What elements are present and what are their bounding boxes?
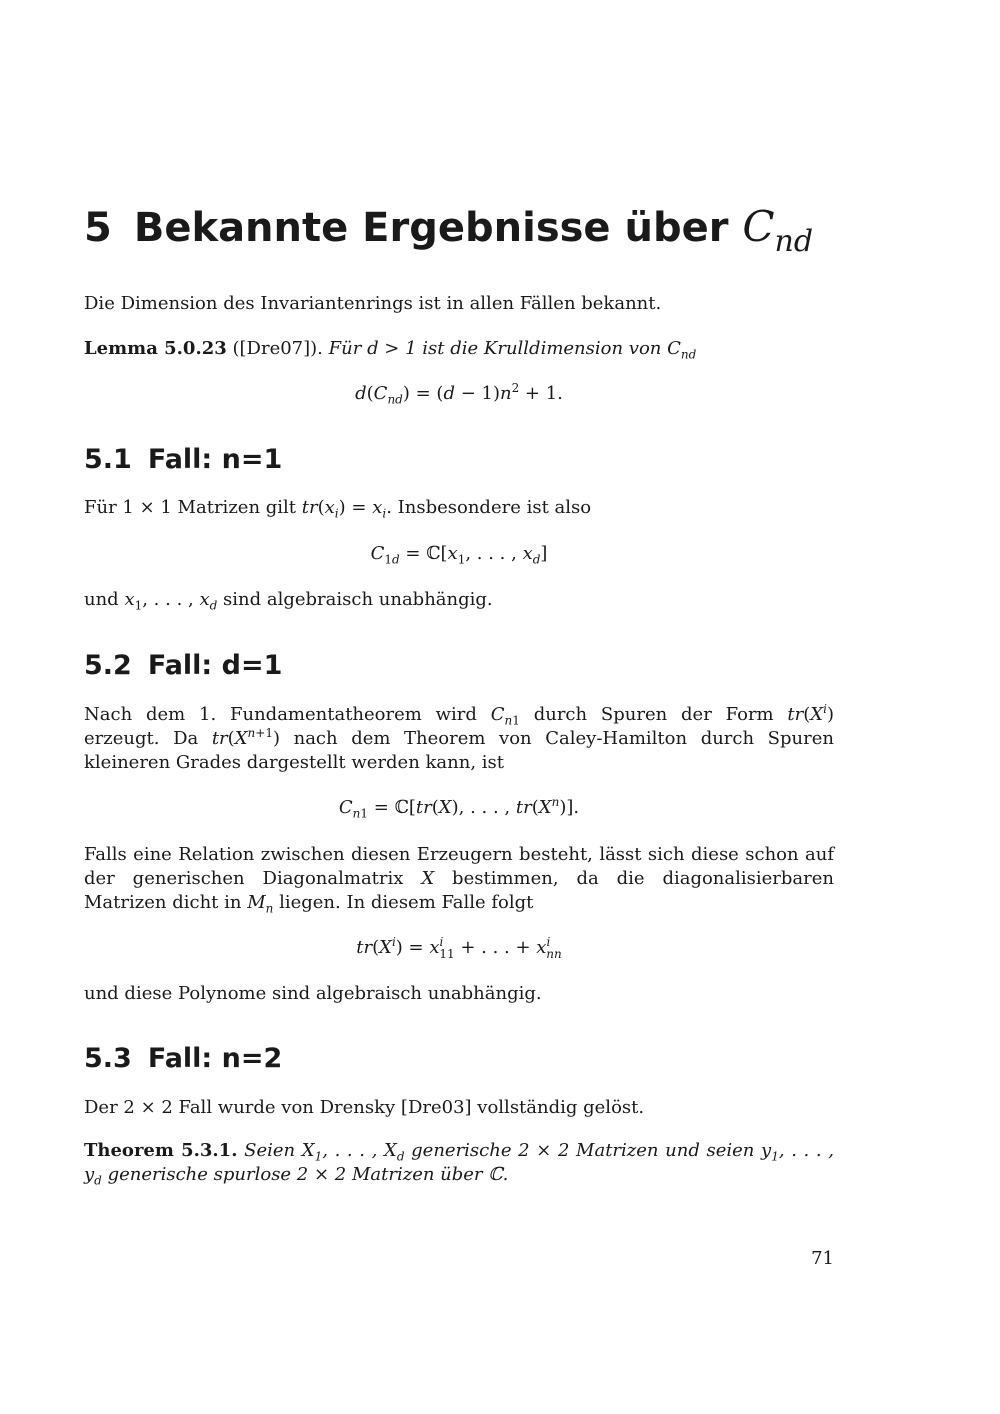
equation-krull-dimension: $d(C_{nd}) = (d - 1)n^2 + 1$. xyxy=(355,381,563,407)
lemma-reference: ([Dre07]). xyxy=(232,338,323,359)
equation-c1d: $C_{1d}$ = $ℂ[x_1$, . . . , $x_d$] xyxy=(370,543,548,567)
section-5-3-paragraph-1: Der 2 × 2 Fall wurde von Drensky [Dre03] vollständig gelöst. xyxy=(84,1097,645,1118)
lemma-statement: Lemma 5.0.23 ([Dre07]). Für d > 1 ist die Krulldimension von $C_{nd}$ xyxy=(84,338,697,362)
theorem-statement: Theorem 5.3.1. Seien $X_1$, . . . , $X_d$ generische 2 × 2 Matrizen und seien $y_1$, . . . , $y_d$ generische spurlose 2 × 2 Matrizen über ℂ. xyxy=(84,1140,834,1188)
theorem-label: Theorem 5.3.1. xyxy=(84,1140,238,1161)
intro-paragraph: Die Dimension des Invariantenrings ist in allen Fällen bekannt. xyxy=(84,293,662,314)
chapter-title-text: Bekannte Ergebnisse über xyxy=(133,205,729,251)
section-5-2-paragraph-1: Nach dem 1. Fundamentatheorem wird $C_{n1}$ durch Spuren der Form $tr(X^i)$ erzeugt. Da $tr(X^{n+1})$ nach dem Theorem von Caley-Hamilton durch Spuren kleineren Grades dargestellt werden kann, ist xyxy=(84,702,834,773)
chapter-title xyxy=(84,202,814,259)
section-5-1-paragraph-1: Für 1 × 1 Matrizen gilt $tr(x_i) = x_i$. Insbesondere ist also xyxy=(84,497,592,521)
section-5-3-heading: 5.3 Fall: n=2 xyxy=(84,1043,283,1074)
chapter-number: 5 xyxy=(84,205,112,251)
equation-trace-power-sum: $tr(X^i) = x^i_{11}$ + . . . + $x^i_{nn}$ xyxy=(356,935,562,961)
page-number: 71 xyxy=(811,1248,834,1269)
section-5-1-heading: 5.1 Fall: n=1 xyxy=(84,444,283,475)
section-5-2-heading: 5.2 Fall: d=1 xyxy=(84,650,283,681)
section-5-2-paragraph-2: Falls eine Relation zwischen diesen Erzeugern besteht, lässt sich diese schon auf der generischen Diagonalmatrix X bestimmen, da die diagonalisierbaren Matrizen dicht in $M_n$ liegen. In diesem Falle folgt xyxy=(84,844,835,916)
chapter-title-math: $C_{nd}$ xyxy=(742,202,814,259)
lemma-label: Lemma 5.0.23 xyxy=(84,338,227,359)
equation-cn1: $C_{n1}$ = ℂ[tr(X), . . . , $tr(X^n)$]. xyxy=(338,795,580,821)
section-5-1-paragraph-2: und $x_1$, . . . , $x_d$ sind algebraisch unabhängig. xyxy=(84,589,493,613)
section-5-2-paragraph-3: und diese Polynome sind algebraisch unabhängig. xyxy=(84,983,542,1004)
document-page xyxy=(84,0,834,1414)
